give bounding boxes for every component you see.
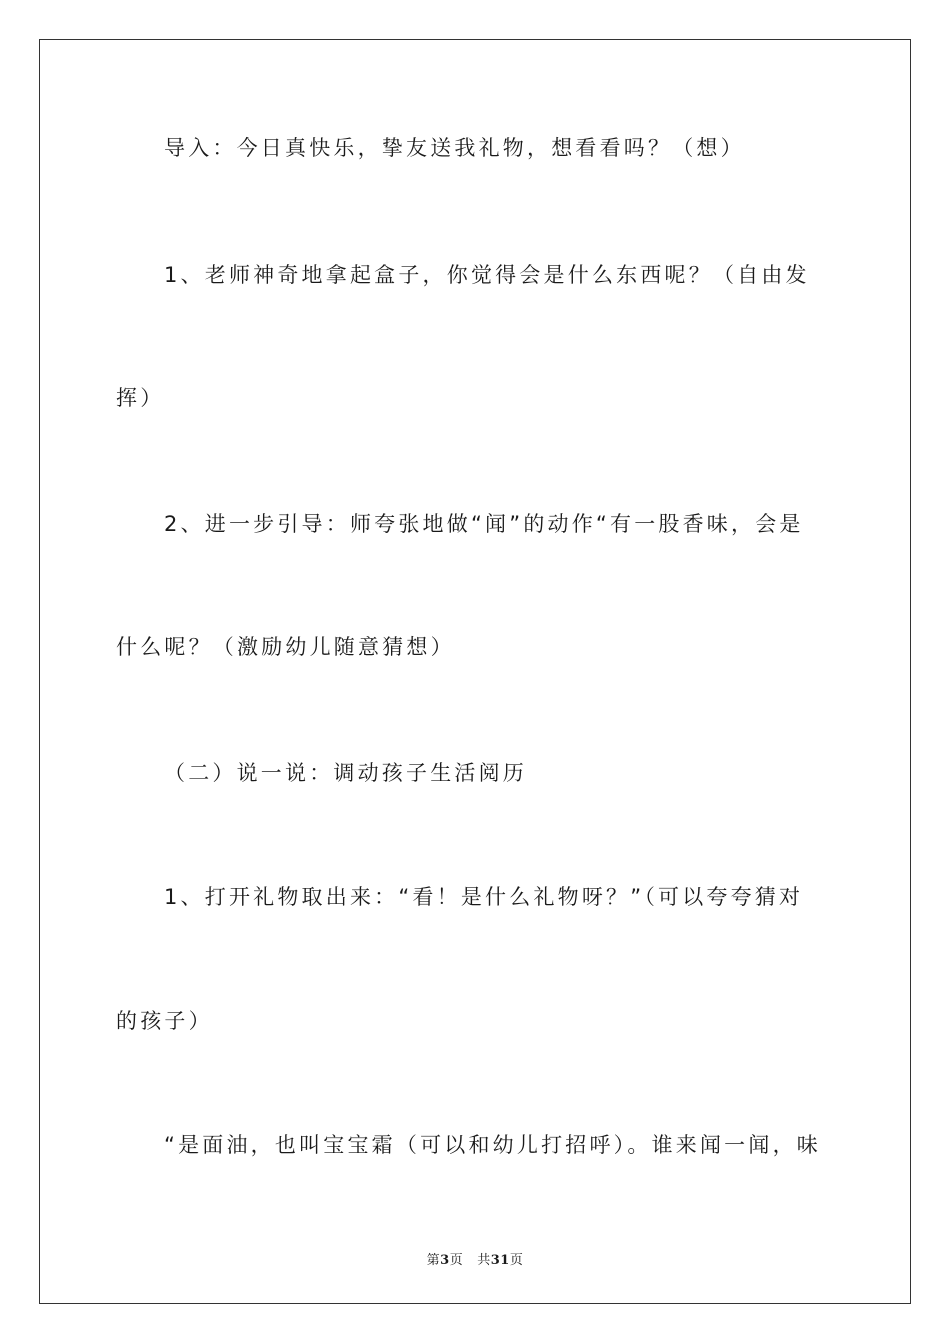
page-prefix: 第 (426, 1253, 441, 1268)
page-border (39, 39, 911, 1304)
page-footer (0, 1249, 950, 1268)
step-2-continuation: 什么呢？（激励幼儿随意猜想） (116, 635, 455, 659)
intro-line: 导入：今日真快乐，挚友送我礼物，想看看吗？（想） (164, 136, 745, 160)
open-gift-continuation: 的孩子） (116, 1009, 213, 1033)
step-1-continuation: 挥） (116, 386, 165, 410)
page-number: 3 (440, 1253, 450, 1268)
total-prefix: 共 (477, 1253, 491, 1268)
step-1-line: 1、老师神奇地拿起盒子，你觉得会是什么东西呢？（自由发 (164, 263, 810, 287)
page-suffix: 页 (449, 1253, 464, 1268)
step-2-line: 2、进一步引导：师夸张地做“闻”的动作“有一股香味，会是 (164, 512, 804, 536)
section-heading: （二）说一说：调动孩子生活阅历 (164, 761, 527, 785)
face-cream-line: “是面油，也叫宝宝霜（可以和幼儿打招呼）。谁来闻一闻，味 (164, 1133, 821, 1157)
total-pages: 31 (490, 1253, 510, 1268)
total-suffix: 页 (509, 1253, 524, 1268)
open-gift-line: 1、打开礼物取出来：“看！是什么礼物呀？”（可以夸夸猜对 (164, 885, 804, 909)
